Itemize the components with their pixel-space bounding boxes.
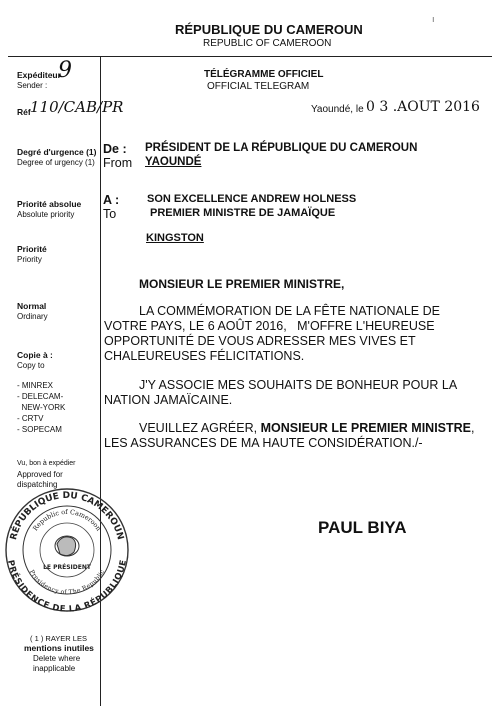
footnote-line-4: inapplicable <box>33 664 76 673</box>
urgency-label: Degré d'urgence (1) <box>17 147 97 157</box>
seal-center-text: LE PRÉSIDENT <box>43 564 91 571</box>
telegram-title-en: OFFICIAL TELEGRAM <box>207 81 310 92</box>
seal-outer-bottom-text: PRÉSIDENCE DE LA RÉPUBLIQUE <box>5 559 129 614</box>
country-title-fr: RÉPUBLIQUE DU CAMEROUN <box>175 22 363 37</box>
footnote-line-2: mentions inutiles <box>24 643 94 653</box>
para3-line2: LES ASSURANCES DE MA HAUTE CONSIDÉRATION./- <box>104 436 423 450</box>
normal-label-en: Ordinary <box>17 312 48 321</box>
top-mark: ı <box>432 14 435 24</box>
para3-end: , <box>471 421 475 435</box>
sender-label-en: Sender : <box>17 81 48 90</box>
copy-list-item: - SOPECAM <box>17 425 62 434</box>
ref-label: Réf <box>17 107 31 117</box>
sender-handwritten: 9 <box>58 58 72 83</box>
para1-line: LA COMMÉMORATION DE LA FÊTE NATIONALE DE <box>139 304 440 318</box>
from-label-en: From <box>103 156 133 170</box>
priority-label: Priorité <box>17 244 47 254</box>
para3-line1 <box>139 421 475 435</box>
to-recipient: SON EXCELLENCE ANDREW HOLNESS <box>147 193 357 205</box>
country-title-en: REPUBLIC OF CAMEROON <box>203 38 332 49</box>
seal-outer-top-text: RÉPUBLIQUE DU CAMEROUN <box>9 490 125 541</box>
telegram-title-fr: TÉLÉGRAMME OFFICIEL <box>204 69 324 80</box>
to-label-en: To <box>103 207 117 221</box>
absolute-priority-label: Priorité absolue <box>17 199 82 209</box>
copy-list-item: - CRTV <box>17 414 44 423</box>
normal-label: Normal <box>17 301 47 311</box>
date-prefix: Yaoundé, le <box>311 104 364 115</box>
copy-to-label-en: Copy to <box>17 361 45 370</box>
approved-label: Vu, bon à expédier <box>17 460 76 467</box>
footnote-line-1: ( 1 ) RAYER LES <box>30 634 87 643</box>
para1-line: CHALEUREUSES FÉLICITATIONS. <box>104 349 305 363</box>
urgency-label-en: Degree of urgency (1) <box>17 158 95 167</box>
seal-inner-top-text: Republic of Cameroon <box>31 507 103 533</box>
from-city: YAOUNDÉ <box>145 156 202 168</box>
ref-handwritten: 110/CAB/PR <box>30 98 124 116</box>
absolute-priority-label-en: Absolute priority <box>17 210 75 219</box>
signature: PAUL BIYA <box>318 518 407 537</box>
approved-label-en-1: Approved for <box>17 470 63 479</box>
svg-text:Presidency of The Republic <box>28 568 107 596</box>
para2-line: J'Y ASSOCIE MES SOUHAITS DE BONHEUR POUR LA <box>139 378 458 392</box>
approved-label-en-2: dispatching <box>17 480 58 489</box>
date-handwritten: 0 3 .AOUT 2016 <box>366 99 480 115</box>
copy-to-label: Copie à : <box>17 350 53 360</box>
copy-list-item: - MINREX <box>17 381 53 390</box>
para2-line: NATION JAMAÏCAINE. <box>104 393 233 407</box>
copy-list-item: - DELECAM- <box>17 392 64 401</box>
from-label: De : <box>103 142 127 156</box>
to-label: A : <box>103 193 120 207</box>
presidential-seal <box>2 486 132 614</box>
para1-line: OPPORTUNITÉ DE VOUS ADRESSER MES VIVES ET <box>104 334 416 348</box>
svg-text:Republic of Cameroon <box>31 508 102 532</box>
from-sender: PRÉSIDENT DE LA RÉPUBLIQUE DU CAMEROUN <box>145 142 418 154</box>
to-recipient-title: PREMIER MINISTRE DE JAMAÏQUE <box>150 207 336 219</box>
seal-inner-bottom-text: Presidency of The Republic <box>27 568 107 596</box>
sender-label: Expéditeur <box>17 70 61 80</box>
priority-label-en: Priority <box>17 255 42 264</box>
footnote-line-3: Delete where <box>33 654 81 663</box>
para1-line: VOTRE PAYS, LE 6 AOÛT 2016, M'OFFRE L'HEUREUSE <box>104 319 435 333</box>
top-rule <box>8 56 492 57</box>
seal-emblem-icon <box>55 536 79 556</box>
to-city: KINGSTON <box>146 232 204 244</box>
salutation: MONSIEUR LE PREMIER MINISTRE, <box>139 277 345 291</box>
para3-addressee: MONSIEUR LE PREMIER MINISTRE <box>260 421 472 435</box>
copy-list-item: NEW-YORK <box>17 403 66 412</box>
para3-start: VEUILLEZ AGRÉER, <box>139 421 258 435</box>
